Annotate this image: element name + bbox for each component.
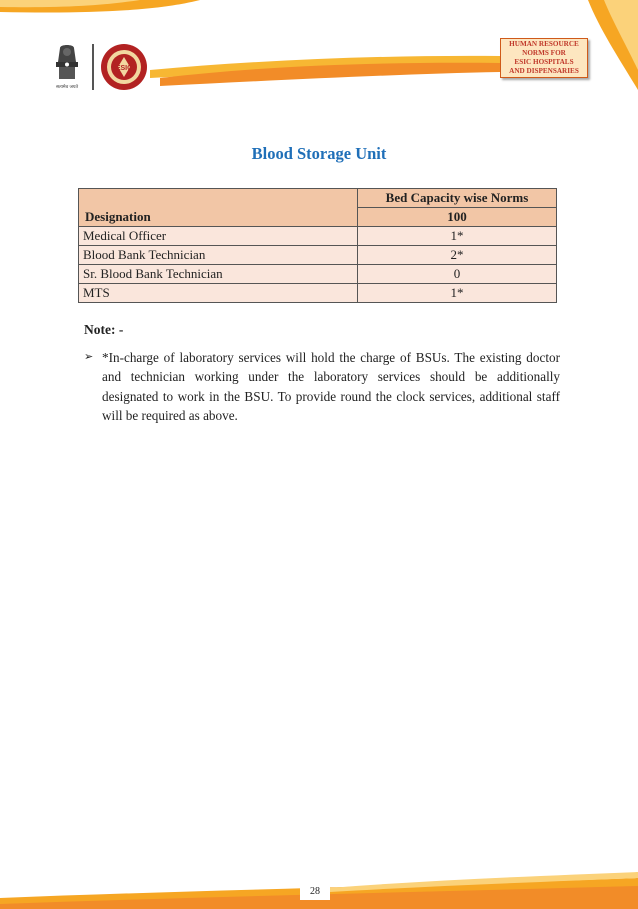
value-cell: 0 <box>358 265 557 284</box>
capacity-header: 100 <box>358 208 557 227</box>
value-cell: 1* <box>358 284 557 303</box>
badge-line: HUMAN RESOURCE <box>509 40 579 48</box>
designation-header: Designation <box>79 189 358 227</box>
emblem-caption: सत्यमेव जयते <box>55 85 79 90</box>
note-text: *In-charge of laboratory services will hold the charge of BSUs. The existing doctor and technician working under the laboratory services should be additionally designated to work in the BSU. To provide round the clock services, additional staff will be required as above. <box>102 350 560 424</box>
note-heading: Note: - <box>84 322 124 337</box>
table-row <box>79 265 557 284</box>
norms-table <box>78 188 557 303</box>
esic-logo-text: ESIC <box>115 65 133 72</box>
national-emblem-icon <box>50 42 84 92</box>
note-bullet-item <box>84 348 560 426</box>
table-row <box>79 284 557 303</box>
capacity-group-header: Bed Capacity wise Norms <box>358 189 557 208</box>
hr-norms-badge <box>500 38 588 78</box>
page-number: 28 <box>300 884 330 900</box>
arrow-bullet-icon: ➢ <box>84 351 94 363</box>
badge-line: ESIC HOSPITALS <box>514 58 574 66</box>
page-title: Blood Storage Unit <box>251 144 387 163</box>
designation-cell: Blood Bank Technician <box>79 246 358 265</box>
badge-line: AND DISPENSARIES <box>509 67 579 75</box>
esic-logo-icon <box>100 43 148 91</box>
logo-divider <box>92 44 94 90</box>
table-row <box>79 246 557 265</box>
designation-cell: MTS <box>79 284 358 303</box>
value-cell: 2* <box>358 246 557 265</box>
badge-line: NORMS FOR <box>522 49 566 57</box>
header-logos <box>50 42 148 92</box>
value-cell: 1* <box>358 227 557 246</box>
designation-cell: Sr. Blood Bank Technician <box>79 265 358 284</box>
table-header-row <box>79 189 557 208</box>
designation-cell: Medical Officer <box>79 227 358 246</box>
table-row <box>79 227 557 246</box>
